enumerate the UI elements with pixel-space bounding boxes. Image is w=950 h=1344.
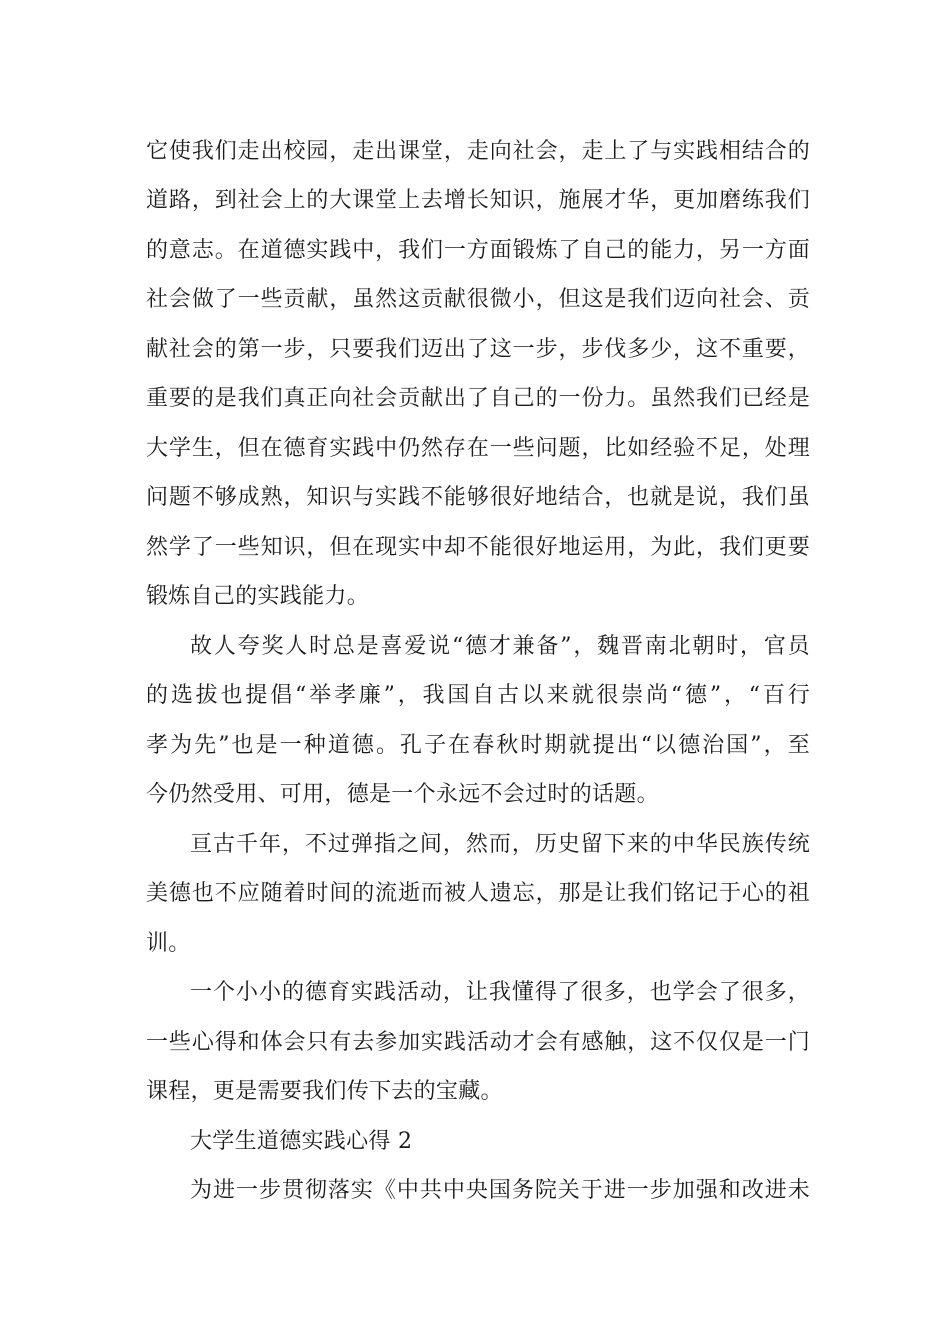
text-line: 问题不够成熟，知识与实践不能够很好地结合，也就是说，我们虽 bbox=[146, 485, 810, 510]
text-line: 一些心得和体会只有去参加实践活动才会有感触，这不仅仅是一门 bbox=[146, 1030, 810, 1055]
text-line: 锻炼自己的实践能力。 bbox=[146, 584, 370, 609]
text-line: 今仍然受用、可用，德是一个永远不会过时的话题。 bbox=[146, 782, 659, 807]
text-line: 重要的是我们真正向社会贡献出了自己的一份力。虽然我们已经是 bbox=[146, 386, 810, 411]
text-line: 它使我们走出校园，走出课堂，走向社会，走上了与实践相结合的 bbox=[146, 139, 810, 164]
paragraph-first-line: 故人夸奖人时总是喜爱说“德才兼备”，魏晋南北朝时，官员 bbox=[190, 634, 810, 659]
text-line: 的意志。在道德实践中，我们一方面锻炼了自己的能力，另一方面 bbox=[146, 238, 810, 263]
text-line: 训。 bbox=[146, 931, 191, 956]
paragraph-first-line: 为进一步贯彻落实《中共中央国务院关于进一步加强和改进未 bbox=[190, 1178, 810, 1203]
text-line: 孝为先”也是一种道德。孔子在春秋时期就提出“以德治国”，至 bbox=[146, 733, 810, 758]
text-line: 然学了一些知识，但在现实中却不能很好地运用，为此，我们更要 bbox=[146, 535, 810, 560]
text-line: 社会做了一些贡献，虽然这贡献很微小，但这是我们迈向社会、贡 bbox=[146, 287, 810, 312]
text-line: 献社会的第一步，只要我们迈出了这一步，步伐多少，这不重要， bbox=[146, 337, 810, 362]
paragraph-first-line: 一个小小的德育实践活动，让我懂得了很多，也学会了很多， bbox=[190, 980, 810, 1005]
paragraph-first-line: 亘古千年，不过弹指之间，然而，历史留下来的中华民族传统 bbox=[190, 832, 810, 857]
text-line: 大学生，但在德育实践中仍然存在一些问题，比如经验不足，处理 bbox=[146, 436, 810, 461]
section-heading: 大学生道德实践心得 2 bbox=[190, 1129, 413, 1154]
text-line: 的选拔也提倡“举孝廉”，我国自古以来就很崇尚“德”，“百行 bbox=[146, 683, 810, 708]
text-line: 美德也不应随着时间的流逝而被人遗忘，那是让我们铭记于心的祖 bbox=[146, 881, 810, 906]
text-line: 道路，到社会上的大课堂上去增长知识，施展才华，更加磨练我们 bbox=[146, 188, 810, 213]
text-line: 课程，更是需要我们传下去的宝藏。 bbox=[146, 1079, 503, 1104]
